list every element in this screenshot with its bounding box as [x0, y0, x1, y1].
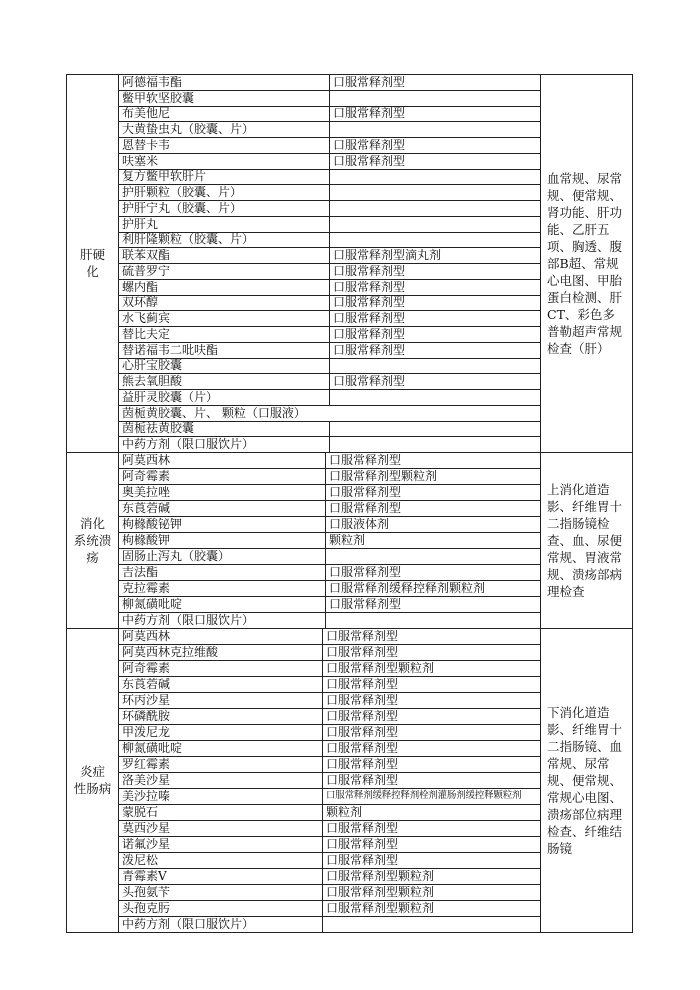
dosage-form: 口服常释剂缓释控释剂颗粒剂: [329, 581, 486, 595]
drug-name: 东莨菪碱: [122, 677, 171, 691]
drug-name: 大黄蛰虫丸（胶囊、片）: [122, 122, 255, 137]
category-label: 肝硬 化: [79, 247, 105, 279]
drug-name: 青霉素V: [122, 869, 167, 883]
drug-name: 枸橼酸铋钾: [122, 517, 183, 531]
dosage-form: [326, 612, 540, 628]
drug-name: 双环醇: [122, 295, 159, 310]
drug-name: 利肝隆颗粒（胶囊、片）: [122, 232, 255, 247]
drug-name: 莫西沙星: [122, 821, 171, 835]
drug-name: 阿德福韦酯: [122, 74, 183, 89]
table-border-right: [632, 74, 633, 932]
dosage-form: 口服常释剂型: [326, 853, 399, 867]
dosage-form: 口服常释剂型: [333, 342, 406, 357]
dosage-form: 口服液体剂: [329, 517, 390, 531]
dosage-form: 口服常释剂型: [333, 374, 406, 389]
dosage-form: 口服常释剂型: [329, 597, 402, 611]
drug-name: 阿莫西林: [122, 629, 171, 643]
dosage-form: [326, 548, 540, 564]
drug-name: 美沙拉嗪: [122, 789, 171, 803]
dosage-form: 口服常释剂型: [326, 709, 399, 723]
exam-items: 下消化道造影、纤维胃十二指肠镜、血常规、尿常规、便常规、常规心电图、溃疡部位病理检查、纤维结肠镜: [547, 704, 623, 856]
dosage-form: 口服常释剂型: [333, 326, 406, 341]
drug-name: 罗红霉素: [122, 757, 171, 771]
drug-name: 蒙脱石: [122, 805, 159, 819]
drug-name: 柳氮磺吡啶: [122, 741, 183, 755]
drug-name: 联苯双酯: [122, 248, 171, 263]
dosage-form: [330, 231, 540, 247]
drug-name: 益肝灵胶囊（片）: [122, 389, 219, 404]
category-label: 消化 系统溃 疡: [73, 515, 112, 565]
dosage-form: 口服常释剂型: [326, 757, 399, 771]
drug-name: 克拉霉素: [122, 581, 171, 595]
exam-items: 血常规、尿常规、便常规、肾功能、肝功能、乙肝五项、胸透、腹部B超、常规心电图、甲胎蛋白检测、肝CT、彩色多普勒超声常规检查（肝）: [547, 170, 623, 356]
drug-name: 中药方剂（限口服饮片）: [122, 437, 255, 452]
dosage-form: 口服常释剂型: [326, 773, 399, 787]
drug-name: 枸橼酸钾: [122, 533, 171, 547]
drug-name: 呋塞米: [122, 153, 159, 168]
drug-name: 洛美沙星: [122, 773, 171, 787]
dosage-form: 口服常释剂型: [329, 485, 402, 499]
category-label: 炎症 性肠病: [73, 764, 112, 796]
drug-name: 茵栀黄胶囊、片、 颗粒（口服液）: [122, 405, 306, 420]
drug-name: 茵栀祛黄胶囊: [122, 421, 195, 436]
dosage-form: 口服常释剂型: [333, 279, 406, 294]
dosage-form: [330, 389, 540, 405]
dosage-form: 口服常释剂型: [326, 741, 399, 755]
dosage-form: 口服常释剂型: [326, 645, 399, 659]
drug-name: 固肠止泻丸（胶囊）: [122, 549, 231, 563]
drug-name: 头孢氨苄: [122, 885, 171, 899]
drug-name: 护肝宁丸（胶囊、片）: [122, 200, 243, 215]
drug-name: 头孢克肟: [122, 901, 171, 915]
drug-name: 阿奇霉素: [122, 661, 171, 675]
dosage-form: 口服常释剂型: [326, 725, 399, 739]
drug-name: 柳氮磺吡啶: [122, 597, 183, 611]
dosage-form: 口服常释剂型: [326, 629, 399, 643]
dosage-form: 口服常释剂型: [333, 263, 406, 278]
dosage-form: [330, 184, 540, 200]
dosage-form: 口服常释剂型: [329, 565, 402, 579]
dosage-form: [330, 216, 540, 232]
drug-name: 熊去氧胆酸: [122, 374, 183, 389]
dosage-form: 口服常释剂型: [333, 311, 406, 326]
dosage-form: 口服常释剂型颗粒剂: [326, 661, 435, 675]
drug-name: 螺内酯: [122, 279, 159, 294]
drug-name: 环磷酰胺: [122, 709, 171, 723]
drug-name: 护肝丸: [122, 216, 159, 231]
dosage-form: 颗粒剂: [326, 805, 363, 819]
drug-name: 泼尼松: [122, 853, 159, 867]
drug-name: 水飞蓟宾: [122, 311, 171, 326]
drug-name: 东莨菪碱: [122, 501, 171, 515]
dosage-form: 口服常释剂型: [326, 693, 399, 707]
drug-name: 替诺福韦二吡呋酯: [122, 342, 219, 357]
dosage-form: 口服常释剂型颗粒剂: [326, 869, 435, 883]
drug-name: 复方鳖甲软肝片: [122, 169, 207, 184]
dosage-form: [330, 121, 540, 137]
dosage-form: [323, 916, 540, 932]
dosage-form: [330, 420, 540, 436]
drug-name: 替比夫定: [122, 326, 171, 341]
drug-name: 阿奇霉素: [122, 469, 171, 483]
dosage-form: [330, 357, 540, 373]
drug-name: 吉法酯: [122, 565, 159, 579]
drug-name: 阿莫西林: [122, 453, 171, 467]
dosage-form: [330, 90, 540, 106]
drug-name: 心肝宝胶囊: [122, 358, 183, 373]
drug-name: 诺氟沙星: [122, 837, 171, 851]
drug-name: 甲泼尼龙: [122, 725, 171, 739]
dosage-form: 口服常释剂型: [329, 501, 402, 515]
dosage-form: 颗粒剂: [329, 533, 366, 547]
dosage-form: 口服常释剂型: [326, 677, 399, 691]
section-divider: [66, 932, 633, 933]
drug-name: 中药方剂（限口服饮片）: [122, 917, 255, 931]
dosage-form: 口服常释剂型: [333, 137, 406, 152]
dosage-form: 口服常释剂型滴丸剂: [333, 248, 442, 263]
dosage-form: 口服常释剂缓释控释剂栓剂灌肠剂缓控释颗粒剂: [326, 790, 522, 801]
drug-name: 奥美拉唑: [122, 485, 171, 499]
drug-name: 环丙沙星: [122, 693, 171, 707]
dosage-form: [330, 436, 540, 452]
drug-name: 恩替卡韦: [122, 137, 171, 152]
dosage-form: 口服常释剂型颗粒剂: [326, 901, 435, 915]
dosage-form: 口服常释剂型: [326, 837, 399, 851]
drug-name: 硫普罗宁: [122, 263, 171, 278]
drug-name: 护肝颗粒（胶囊、片）: [122, 185, 243, 200]
drug-name: 阿莫西林克拉维酸: [122, 645, 219, 659]
exam-items: 上消化道造影、纤维胃十二指肠镜检查、血、尿便常规、胃液常规、溃疡部病理检查: [547, 481, 623, 599]
dosage-form: 口服常释剂型: [329, 453, 402, 467]
drug-name: 鳖甲软坚胶囊: [122, 90, 195, 105]
dosage-form: 口服常释剂型颗粒剂: [329, 469, 438, 483]
dosage-form: 口服常释剂型: [326, 821, 399, 835]
drug-name: 中药方剂（限口服饮片）: [122, 613, 255, 627]
dosage-form: [330, 200, 540, 216]
dosage-form: 口服常释剂型: [333, 74, 406, 89]
dosage-form: 口服常释剂型: [333, 153, 406, 168]
dosage-form: 口服常释剂型颗粒剂: [326, 885, 435, 899]
dosage-form: 口服常释剂型: [333, 106, 406, 121]
dosage-form: 口服常释剂型: [333, 295, 406, 310]
dosage-form: [330, 168, 540, 184]
drug-name: 布美他尼: [122, 106, 171, 121]
